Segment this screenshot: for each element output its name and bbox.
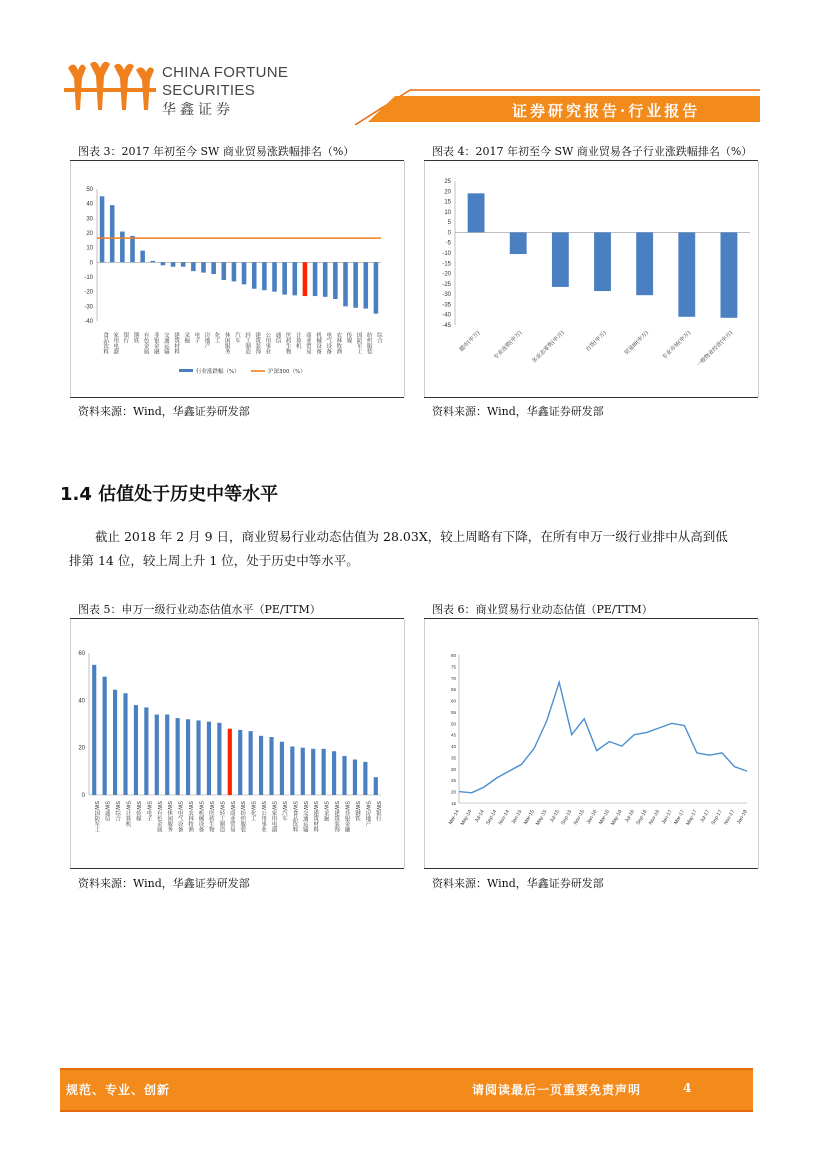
chart4-category-label: 专业连锁(申万) bbox=[493, 330, 524, 361]
chart3-bar bbox=[191, 262, 196, 271]
chart5-bar bbox=[217, 723, 221, 795]
chart3-category-label: 计算机 bbox=[294, 332, 301, 349]
chart3-bar bbox=[262, 262, 267, 290]
chart5-category-label: SW汽车 bbox=[280, 801, 287, 821]
chart3-bottom-rule bbox=[70, 397, 404, 398]
chart6-xtick-label: Sep-14 bbox=[485, 809, 499, 826]
chart6-series-line bbox=[459, 682, 747, 793]
chart4-caption: 图表 4：2017 年初至今 SW 商业贸易各子行业涨跌幅排名（%） bbox=[432, 145, 753, 158]
chart3-category-label: 有色金属 bbox=[142, 332, 149, 354]
chart3-legend-bar: 行业涨跌幅（%） bbox=[196, 369, 240, 375]
chart3-bar bbox=[161, 262, 166, 265]
chart5-bar bbox=[342, 756, 346, 795]
chart5-category-label: SW交通运输 bbox=[301, 801, 308, 832]
chart6-ytick-label: 55 bbox=[450, 709, 456, 715]
chart5-bar bbox=[353, 760, 357, 796]
chart5-bar bbox=[259, 736, 263, 795]
chart4-ytick-label: -40 bbox=[442, 312, 451, 319]
chart3-legend-line: 沪深300（%） bbox=[268, 369, 306, 375]
page-number: 4 bbox=[683, 1081, 693, 1095]
chart4-category-label: 多业态零售(申万) bbox=[531, 330, 566, 365]
chart5-category-label: SW家用电器 bbox=[270, 801, 277, 832]
chart5-bar bbox=[176, 718, 180, 795]
chart3-category-label: 公用事业 bbox=[264, 332, 271, 354]
chart5-category-label: SW建筑材料 bbox=[312, 801, 319, 832]
chart3-category-label: 建筑材料 bbox=[173, 332, 180, 354]
chart3-category-label: 银行 bbox=[122, 332, 129, 343]
chart3-bar bbox=[100, 196, 105, 262]
chart3-category-label: 家用电器 bbox=[112, 332, 119, 354]
chart5-category-label: SW国防军工 bbox=[93, 801, 100, 832]
chart3-ytick-label: 10 bbox=[86, 245, 93, 252]
chart4-ytick-label: 20 bbox=[444, 189, 451, 196]
chart6-xtick-label: Nov-14 bbox=[497, 809, 511, 826]
chart5-category-label: SW通信 bbox=[103, 801, 110, 821]
chart4-bar bbox=[552, 232, 569, 287]
chart5-category-label: SW房地产 bbox=[364, 801, 371, 827]
chart5-ytick-label: 60 bbox=[78, 651, 85, 657]
chart4-ytick-label: -15 bbox=[442, 261, 451, 268]
chart4-svg bbox=[425, 161, 758, 397]
chart5-category-label: SW电气设备 bbox=[176, 801, 183, 832]
section-title: 1.4 估值处于历史中等水平 bbox=[60, 484, 279, 505]
chart3-ytick-label: 30 bbox=[86, 216, 93, 223]
chart5-bar bbox=[155, 715, 159, 795]
chart5-category-label: SW商业贸易 bbox=[228, 801, 235, 832]
chart5-category-label: SW综合 bbox=[114, 801, 121, 821]
chart5-bar bbox=[238, 730, 242, 795]
chart5-source: 资料来源：Wind，华鑫证券研发部 bbox=[78, 877, 250, 890]
chart4-ytick-label: -20 bbox=[442, 271, 451, 278]
chart4-bar bbox=[468, 193, 485, 232]
chart4-bar bbox=[510, 232, 527, 254]
chart4-category-label: 贸易III(申万) bbox=[623, 330, 651, 357]
chart5-frame bbox=[70, 619, 405, 868]
chart3-bar bbox=[242, 262, 247, 284]
chart3-ytick-label: 20 bbox=[86, 231, 93, 237]
chart4-ytick-label: 15 bbox=[444, 199, 451, 206]
chart5-bar bbox=[269, 737, 273, 795]
chart3-category-label: 电子 bbox=[193, 332, 200, 343]
chart6-bottom-rule bbox=[424, 868, 758, 869]
chart6-ytick-label: 50 bbox=[450, 721, 456, 727]
chart5-category-label: SW计算机 bbox=[124, 801, 131, 827]
chart3-bar bbox=[252, 262, 257, 288]
chart6-xtick-label: Nov-16 bbox=[647, 809, 662, 826]
chart5-category-label: SW银行 bbox=[374, 801, 381, 821]
chart5-bar bbox=[196, 720, 200, 795]
chart3-category-label: 传媒 bbox=[345, 332, 352, 343]
chart3-bar bbox=[323, 262, 328, 296]
chart6-ytick-label: 35 bbox=[450, 755, 456, 761]
chart4-bar bbox=[678, 232, 695, 316]
chart5-bar bbox=[165, 715, 169, 795]
chart5-category-label: SW电子 bbox=[145, 801, 152, 821]
chart6-xtick-label: Mar-17 bbox=[673, 809, 687, 826]
chart5-svg bbox=[71, 619, 404, 868]
chart6-ytick-label: 40 bbox=[450, 744, 456, 750]
chart4-category-label: 一般物业经营(申万) bbox=[695, 330, 735, 369]
report-type-title: 证券研究报告·行业报告 bbox=[512, 102, 701, 120]
chart4-ytick-label: 25 bbox=[444, 179, 451, 185]
chart3-category-label: 机械设备 bbox=[315, 332, 322, 354]
chart5-ytick-label: 20 bbox=[78, 745, 85, 752]
chart4-ytick-label: 0 bbox=[447, 230, 451, 237]
chart3-bar bbox=[364, 262, 369, 308]
chart3-bar bbox=[313, 262, 318, 296]
chart3-bar bbox=[293, 262, 298, 295]
chart5-bar bbox=[186, 719, 190, 795]
chart3-category-label: 纺织服装 bbox=[365, 332, 372, 354]
chart6-xtick-label: Nov-17 bbox=[722, 809, 737, 826]
chart3-category-label: 房地产 bbox=[203, 332, 210, 349]
chart6-xtick-label: Jul-14 bbox=[473, 809, 486, 824]
chart4-category-label: 专业市场(申万) bbox=[661, 330, 693, 361]
chart3-category-label: 采掘 bbox=[183, 332, 190, 343]
chart5-caption: 图表 5：申万一级行业动态估值水平（PE/TTM） bbox=[78, 603, 321, 616]
chart3-bar bbox=[120, 232, 125, 263]
chart3-category-label: 化工 bbox=[213, 332, 220, 343]
chart5-bar bbox=[249, 731, 253, 795]
chart3-bar bbox=[140, 251, 145, 263]
chart5-bar bbox=[290, 746, 294, 795]
chart3-category-label: 国防军工 bbox=[355, 332, 362, 354]
chart5-category-label: SW机械设备 bbox=[197, 801, 204, 832]
chart3-ytick-label: -10 bbox=[84, 275, 93, 281]
chart4-source: 资料来源：Wind，华鑫证券研发部 bbox=[432, 405, 604, 418]
chart5-category-label: SW传媒 bbox=[134, 801, 141, 821]
chart5-category-label: SW食品饮料 bbox=[291, 801, 298, 832]
chart6-ytick-label: 30 bbox=[450, 766, 456, 772]
chart6-xtick-label: Jan-15 bbox=[510, 809, 524, 826]
chart6-ytick-label: 80 bbox=[450, 653, 456, 658]
chart6-ytick-label: 75 bbox=[450, 664, 456, 670]
chart6-xtick-label: May-17 bbox=[685, 809, 699, 827]
chart6-xtick-label: Jul-15 bbox=[548, 809, 561, 824]
chart3-category-label: 休闲服务 bbox=[223, 332, 230, 354]
chart5-bar bbox=[103, 677, 107, 795]
chart5-category-label: SW非银金融 bbox=[343, 801, 350, 832]
chart5-category-label: SW农林牧渔 bbox=[187, 801, 194, 832]
chart3-bar bbox=[353, 262, 358, 307]
chart4-bar bbox=[636, 232, 653, 295]
chart3-bar bbox=[272, 262, 277, 291]
chart5-bar bbox=[207, 722, 211, 795]
chart5-ytick-label: 40 bbox=[78, 698, 85, 705]
chart5-bar bbox=[228, 729, 232, 795]
chart3-ytick-label: 50 bbox=[86, 187, 93, 193]
chart3-bar bbox=[181, 262, 186, 266]
chart5-category-label: SW休闲服务 bbox=[166, 801, 173, 832]
chart3-category-label: 轻工制造 bbox=[244, 332, 251, 354]
chart6-xtick-label: Sep-15 bbox=[560, 809, 574, 826]
chart3-category-label: 农林牧渔 bbox=[335, 332, 342, 354]
chart5-bar bbox=[301, 748, 305, 795]
chart4-category-label: 超市(申万) bbox=[458, 330, 482, 354]
chart5-bottom-rule bbox=[70, 868, 404, 869]
chart3-source: 资料来源：Wind，华鑫证券研发部 bbox=[78, 405, 250, 418]
chart3-bar bbox=[201, 262, 206, 272]
chart6-xtick-label: Jan-18 bbox=[735, 809, 749, 826]
chart5-category-label: SW有色金属 bbox=[155, 801, 162, 832]
chart6-xtick-label: Sep-17 bbox=[710, 809, 724, 826]
chart3-bar bbox=[343, 262, 348, 306]
chart6-ytick-label: 70 bbox=[450, 675, 456, 681]
chart3-legend-swatch-bar bbox=[179, 369, 193, 372]
footer-motto: 规范、专业、创新 bbox=[66, 1083, 171, 1097]
company-name-en-2: SECURITIES bbox=[162, 82, 256, 99]
chart5-bar bbox=[311, 749, 315, 795]
chart5-category-label: SW医药生物 bbox=[207, 801, 214, 832]
footer-disclaimer: 请阅读最后一页重要免责声明 bbox=[472, 1083, 642, 1097]
chart6-xtick-label: May-16 bbox=[609, 809, 624, 827]
chart3-bar bbox=[130, 236, 135, 262]
chart5-bar bbox=[332, 751, 336, 795]
chart3-ytick-label: -40 bbox=[84, 319, 93, 325]
chart3-category-label: 建筑装饰 bbox=[254, 332, 261, 354]
chart6-xtick-label: Mar-14 bbox=[447, 809, 461, 826]
footer-bar bbox=[60, 1068, 753, 1112]
chart3-category-label: 医药生物 bbox=[284, 332, 291, 354]
chart4-ytick-label: -35 bbox=[442, 302, 451, 309]
chart3-category-label: 食品饮料 bbox=[102, 332, 109, 354]
chart5-category-label: SW纺织服装 bbox=[239, 801, 246, 832]
chart3-bar bbox=[374, 262, 379, 313]
chart3-svg bbox=[71, 161, 404, 397]
chart4-category-label: 百货(申万) bbox=[585, 330, 608, 354]
chart3-category-label: 通信 bbox=[274, 332, 281, 343]
chart6-ytick-label: 20 bbox=[450, 789, 456, 795]
company-name-cn: 华鑫证券 bbox=[162, 102, 234, 118]
chart5-ytick-label: 0 bbox=[81, 793, 85, 799]
chart3-ytick-label: 40 bbox=[86, 201, 93, 208]
chart3-bar bbox=[232, 262, 237, 281]
chart5-category-label: SW钢铁 bbox=[353, 801, 360, 821]
chart5-bar bbox=[280, 742, 284, 795]
chart3-ytick-label: -20 bbox=[84, 289, 93, 296]
chart5-bar bbox=[322, 749, 326, 795]
chart5-bar bbox=[144, 707, 148, 795]
chart3-ytick-label: -30 bbox=[84, 304, 93, 311]
chart3-bar bbox=[151, 261, 156, 262]
header bbox=[0, 0, 827, 130]
chart4-ytick-label: -45 bbox=[442, 323, 451, 329]
chart5-bar bbox=[134, 705, 138, 795]
chart3-bar bbox=[110, 205, 115, 262]
chart6-xtick-label: May-15 bbox=[534, 809, 549, 827]
chart6-xtick-label: Jul-16 bbox=[624, 809, 637, 824]
chart3-bar bbox=[303, 262, 308, 296]
chart4-bar bbox=[721, 232, 738, 317]
chart3-bar bbox=[222, 262, 227, 280]
chart6-caption: 图表 6：商业贸易行业动态估值（PE/TTM） bbox=[432, 603, 653, 616]
chart4-ytick-label: -5 bbox=[445, 240, 451, 247]
chart6-svg bbox=[425, 619, 758, 868]
chart4-ytick-label: -30 bbox=[442, 292, 451, 299]
chart6-xtick-label: May-14 bbox=[459, 809, 474, 827]
chart3-bar bbox=[171, 262, 176, 266]
chart6-source: 资料来源：Wind，华鑫证券研发部 bbox=[432, 877, 604, 890]
chart5-category-label: SW采掘 bbox=[322, 801, 329, 821]
chart5-category-label: SW公用事业 bbox=[260, 801, 267, 832]
chart3-caption: 图表 3：2017 年初至今 SW 商业贸易涨跌幅排名（%） bbox=[78, 145, 355, 158]
chart5-category-label: SW建筑装饰 bbox=[333, 801, 340, 832]
chart6-xtick-label: Jul-17 bbox=[699, 809, 712, 824]
chart5-category-label: SW化工 bbox=[249, 801, 256, 821]
chart4-bottom-rule bbox=[424, 397, 758, 398]
chart6-ytick-label: 45 bbox=[450, 732, 456, 738]
chart5-bar bbox=[92, 665, 96, 795]
chart4-bar bbox=[594, 232, 611, 291]
company-name-en-1: CHINA FORTUNE bbox=[162, 64, 289, 81]
chart6-frame bbox=[424, 619, 759, 868]
chart6-xtick-label: Sep-16 bbox=[635, 809, 649, 826]
chart5-bar bbox=[363, 762, 367, 795]
chart3-category-label: 商业贸易 bbox=[304, 332, 311, 354]
chart4-ytick-label: -25 bbox=[442, 281, 451, 288]
chart3-bar bbox=[282, 262, 287, 294]
chart5-bar bbox=[374, 777, 378, 795]
chart6-ytick-label: 65 bbox=[450, 687, 456, 693]
section-paragraph: 截止 2018 年 2 月 9 日，商业贸易行业动态估值为 28.03X，较上周略有下降，在所有申万一级行业排中从高到低排第 14 位，较上周上升 1 位，处于历史中等水平。 bbox=[69, 529, 728, 568]
chart6-ytick-label: 60 bbox=[450, 698, 456, 704]
chart6-xtick-label: Mar-15 bbox=[522, 809, 536, 826]
chart4-ytick-label: 10 bbox=[444, 209, 451, 216]
chart3-ytick-label: 0 bbox=[89, 260, 93, 267]
header-band bbox=[0, 80, 827, 125]
chart6-xtick-label: Jan-17 bbox=[660, 809, 674, 826]
chart3-category-label: 钢铁 bbox=[132, 332, 139, 343]
chart4-frame bbox=[424, 161, 759, 397]
chart3-category-label: 综合 bbox=[375, 332, 382, 343]
chart6-xtick-label: Mar-16 bbox=[597, 809, 611, 826]
chart4-ytick-label: 5 bbox=[447, 220, 451, 227]
chart6-xtick-label: Jan-16 bbox=[585, 809, 599, 826]
chart6-xtick-label: Nov-15 bbox=[572, 809, 586, 826]
chart4-ytick-label: -10 bbox=[442, 251, 451, 257]
chart3-category-label: 汽车 bbox=[233, 332, 240, 343]
chart3-category-label: 交通运输 bbox=[162, 332, 169, 354]
chart3-bar bbox=[333, 262, 338, 299]
chart3-category-label: 电气设备 bbox=[325, 332, 332, 354]
chart5-bar bbox=[113, 690, 117, 795]
chart3-category-label: 非银金融 bbox=[152, 332, 159, 354]
chart3-bar bbox=[211, 262, 216, 274]
chart5-category-label: SW轻工制造 bbox=[218, 801, 225, 832]
chart6-ytick-label: 15 bbox=[450, 801, 456, 806]
chart5-bar bbox=[123, 693, 127, 795]
chart6-ytick-label: 25 bbox=[450, 778, 456, 784]
chart3-frame bbox=[70, 161, 405, 397]
